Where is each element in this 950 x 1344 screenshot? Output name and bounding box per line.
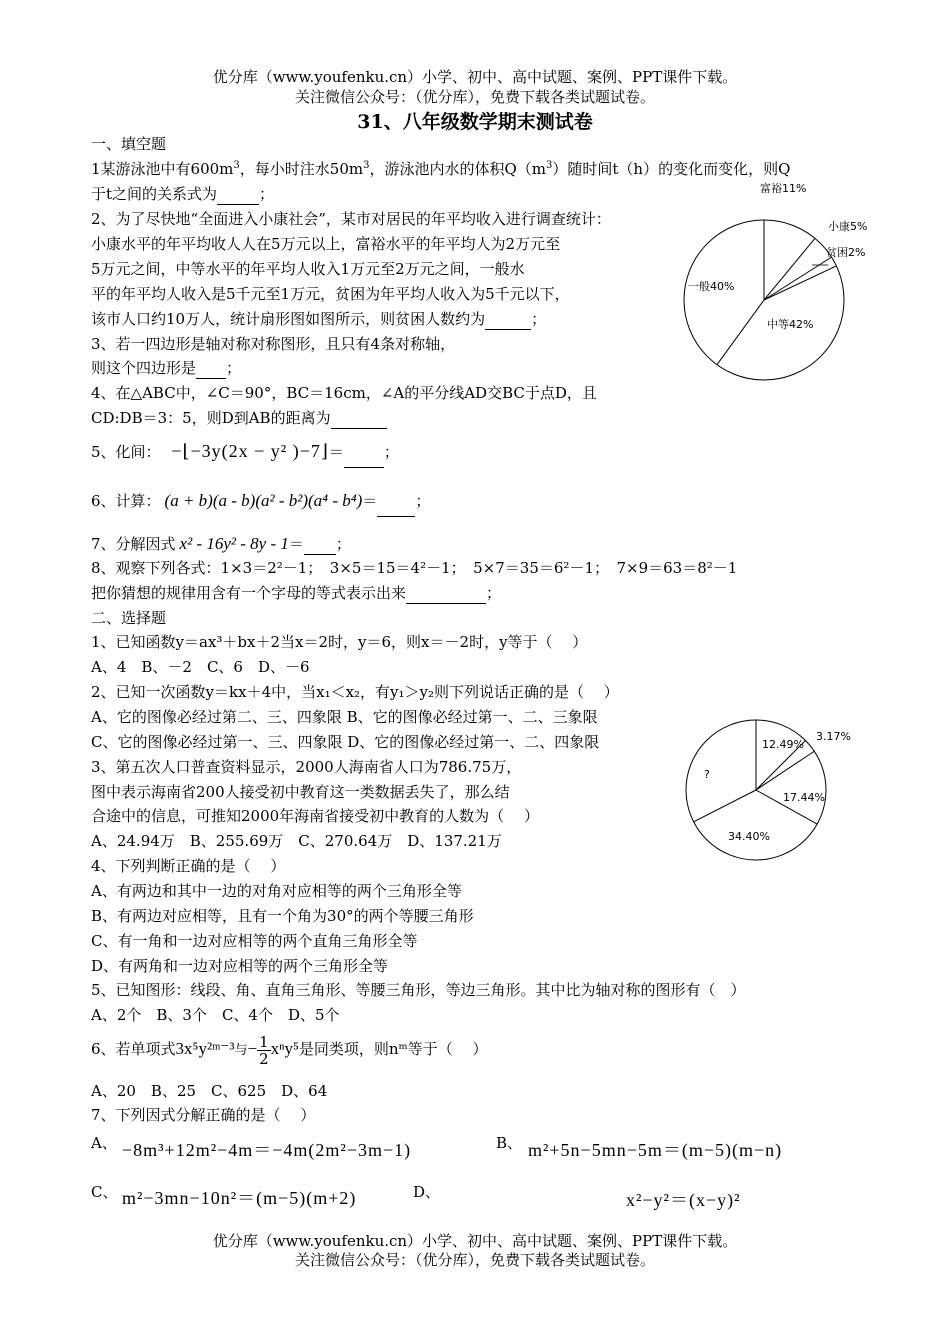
pie1-label-middle: 中等42%: [767, 318, 814, 331]
question-5: 5、化间： −⌊−3y(2x − y² )−7⌋＝ ；: [91, 436, 399, 468]
mc-question-3-line-3: 合途中的信息，可推知2000年海南省接受初中教育的人数为（ ）: [91, 807, 539, 825]
pie1-slice-boundary-5: [717, 300, 764, 365]
pie2-label-1: 12.49%: [762, 738, 804, 751]
pie2-slice-boundary-3: [756, 751, 814, 790]
mc-question-4-option-a: A、有两边和其中一边的对角对应相等的两个三角形全等: [91, 882, 462, 900]
mc-question-5: 5、已知图形：线段、角、直角三角形、等腰三角形，等边三角形。其中比为轴对称的图形有（ ）: [91, 981, 746, 999]
page-title: 31、八年级数学期末测试卷: [357, 111, 593, 133]
answer-blank[interactable]: [331, 408, 387, 429]
mc-question-6: 6、若单项式3x⁵y²ᵐ⁻³与− $\frac{1}{2}$ xⁿy⁵是同类项，则nᵐ等于（ ）: [91, 1032, 488, 1068]
mc-question-4: 4、下列判断正确的是（ ）: [91, 857, 286, 875]
income-pie-chart: [680, 170, 868, 380]
pie2-label-3: 17.44%: [783, 791, 825, 804]
question-5-expression: −⌊−3y(2x − y² )−7⌋: [171, 441, 329, 461]
mc-question-1: 1、已知函数y＝ax³＋bx＋2当x＝2时，y＝6，则x＝－2时，y等于（ ）: [91, 633, 588, 651]
mc-question-7-option-b: m²+5n−5mn−5m＝(m−5)(m−n): [528, 1140, 783, 1160]
mc-question-5-options: A、2个 B、3个 C、4个 D、5个: [91, 1006, 340, 1024]
question-2-line-1: 2、为了尽快地“全面进入小康社会”，某市对居民的年平均收入进行调查统计：: [91, 210, 611, 228]
mc-question-4-option-b: B、有两边对应相等，且有一个角为30°的两个等腰三角形: [91, 907, 474, 925]
question-7-expression: x² - 16y² - 8y - 1: [179, 534, 289, 553]
pie2-slice-boundary-5: [694, 790, 756, 822]
mc-question-1-options: A、4 B、－2 C、6 D、－6: [91, 658, 310, 676]
question-6-expression: (a + b)(a - b)(a² - b²)(a⁴ - b⁴): [164, 491, 363, 510]
mc-question-7-option-c: m²−3mn−10n²＝(m−5)(m+2): [122, 1188, 357, 1208]
answer-blank[interactable]: [485, 309, 531, 330]
question-1-line-2: 于t之间的关系式为 ；: [91, 185, 275, 203]
mc-question-7-option-a-label: A、: [91, 1134, 117, 1152]
question-8-line-2: 把你猜想的规律用含有一个字母的等式表示出来 ；: [91, 584, 502, 602]
answer-blank[interactable]: [344, 437, 384, 468]
answer-blank[interactable]: [217, 184, 259, 205]
question-3-line-2: 则这个四边形是 ；: [91, 359, 242, 377]
monomial-2: xⁿy⁵: [270, 1039, 299, 1058]
question-7: 7、分解因式 x² - 16y² - 8y - 1＝ ；: [91, 534, 351, 553]
mc-question-2-options-1: A、它的图像必经过第二、三、四象限 B、它的图像必经过第一、二、三象限: [91, 708, 598, 726]
header-line-1: 优分库（www.youfenku.cn）小学、初中、高中试题、案例、PPT课件下载。: [212, 68, 738, 86]
pie1-label-poor: 贫困2%: [826, 246, 866, 259]
pie1-slice-boundary-3: [764, 257, 832, 300]
pie1-label-xiaokang: 小康5%: [828, 220, 868, 233]
monomial-1: 3x⁵y²ᵐ⁻³: [175, 1039, 235, 1058]
pie2-label-2: 3.17%: [816, 730, 851, 743]
pie1-label-rich: 富裕11%: [760, 182, 807, 195]
mc-question-4-option-d: D、有两角和一边对应相等的两个三角形全等: [91, 957, 389, 975]
answer-blank[interactable]: [377, 486, 415, 517]
section1-heading: 一、填空题: [91, 135, 167, 153]
mc-question-3-options: A、24.94万 B、255.69万 C、270.64万 D、137.21万: [91, 832, 502, 850]
answer-blank[interactable]: [406, 583, 486, 604]
question-2-line-3: 5万元之间，中等水平的年平均人收入1万元至2万元之间，一般水: [91, 260, 525, 278]
mc-question-2-options-2: C、它的图像必经过第一、三、四象限 D、它的图像必经过第一、二、四象限: [91, 733, 600, 751]
question-2-line-5: 该市人口约10万人，统计扇形图如图所示，则贫困人数约为 ；: [91, 310, 547, 328]
mc-question-7-option-d: x²−y²＝(x−y)²: [626, 1190, 741, 1210]
question-1-line-1: 1某游泳池中有$600m^3$，每小时注水$50m^3$，游泳池内水的体积$Q(m^3)$随时间t（h）的变化而变化，则Q: [91, 160, 791, 178]
mc-question-7-option-d-label: D、: [413, 1183, 441, 1201]
mc-question-4-option-c: C、有一角和一边对应相等的两个直角三角形全等: [91, 932, 418, 950]
answer-blank[interactable]: [304, 534, 336, 555]
question-2-line-2: 小康水平的年平均收人人在5万元以上，富裕水平的年平均人为2万元至: [91, 235, 561, 253]
mc-question-6-options: A、20 B、25 C、625 D、64: [91, 1082, 328, 1100]
question-6: 6、计算： (a + b)(a - b)(a² - b²)(a⁴ - b⁴)＝ ；: [91, 486, 430, 517]
section2-heading: 二、选择题: [91, 609, 167, 627]
mc-question-3-line-2: 图中表示海南省200人接受初中教育这一类数据丢失了，那么结: [91, 783, 510, 801]
question-2-line-4: 平的年平均人收入是5千元至1万元，贫困为年平均人收入为5千元以下，: [91, 285, 570, 303]
header-line-2: 关注微信公众号：（优分库），免费下载各类试题试卷。: [294, 88, 655, 106]
mc-question-7-option-a: −8m³+12m²−4m＝−4m(2m²−3m−1): [122, 1140, 412, 1160]
question-8-line-1: 8、观察下列各式：1×3＝2²－1； 3×5＝15＝4²－1； 5×7＝35＝6²－1； 7×9＝63＝8²－1: [91, 559, 738, 577]
mc-question-7-option-b-label: B、: [496, 1134, 523, 1152]
fraction-half: $\frac{1}{2}$: [259, 1032, 269, 1068]
footer-line-2: 关注微信公众号：（优分库），免费下载各类试题试卷。: [294, 1251, 655, 1269]
pie2-label-5: ?: [704, 768, 710, 781]
footer-line-1: 优分库（www.youfenku.cn）小学、初中、高中试题、案例、PPT课件下载。: [212, 1232, 738, 1250]
mc-question-7-option-c-label: C、: [91, 1183, 118, 1201]
pie1-slice-boundary-4: [764, 266, 836, 300]
pie1-slice-boundary-2: [764, 238, 815, 300]
education-pie-chart: [680, 720, 860, 870]
question-4-line-1: 4、在△ABC中，∠C＝90°，BC＝16cm，∠A的平分线AD交BC于点D，且: [91, 384, 597, 402]
pie2-label-4: 34.40%: [728, 830, 770, 843]
question-4-line-2: CD:DB＝3：5，则D到AB的距离为: [91, 408, 387, 429]
mc-question-2: 2、已知一次函数y＝kx＋4中，当x₁＜x₂，有y₁＞y₂则下列说话正确的是（ ）: [91, 683, 619, 701]
mc-question-3-line-1: 3、第五次人口普查资料显示，2000人海南省人口为786.75万，: [91, 758, 522, 776]
answer-blank[interactable]: [196, 358, 226, 379]
mc-question-7: 7、下列因式分解正确的是（ ）: [91, 1106, 316, 1124]
question-3-line-1: 3、若一四边形是轴对称对称图形，且只有4条对称轴，: [91, 335, 456, 353]
pie1-label-general: 一般40%: [688, 280, 735, 293]
